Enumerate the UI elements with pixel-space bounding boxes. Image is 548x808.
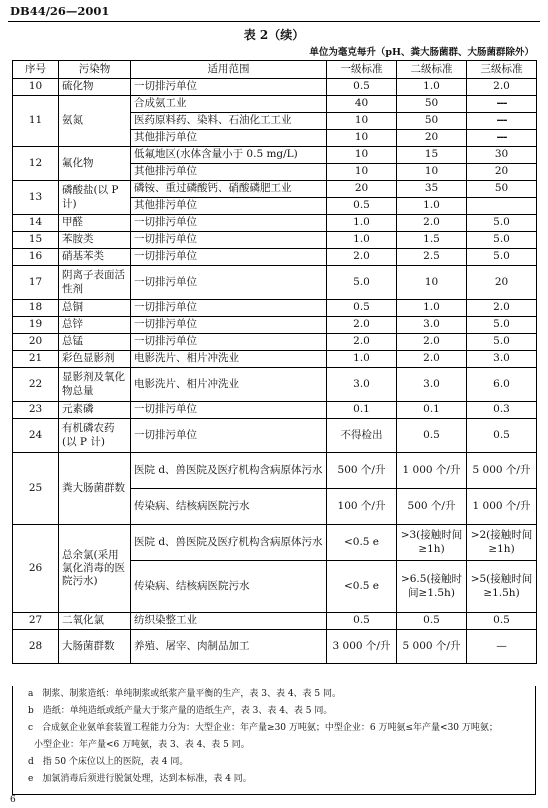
row-level3: 30 <box>467 147 537 164</box>
row-scope: 一切排污单位 <box>131 334 327 351</box>
row-level2: 3.0 <box>397 317 467 334</box>
row-level2: 1 000 个/升 <box>397 453 467 489</box>
row-level1: <0.5 e <box>327 561 397 613</box>
row-level2: 2.5 <box>397 249 467 266</box>
document-id: DB44/26—2001 <box>10 4 110 18</box>
row-pollutant: 大肠菌群数 <box>59 630 131 664</box>
table-row <box>13 630 537 664</box>
table-row <box>13 334 537 351</box>
row-scope: 电影洗片、相片冲洗业 <box>131 351 327 368</box>
row-scope: 其他排污单位 <box>131 164 327 181</box>
row-pollutant: 阴离子表面活性剂 <box>59 266 131 300</box>
row-level2: 50 <box>397 113 467 130</box>
row-level2: 10 <box>397 266 467 300</box>
row-level1: 10 <box>327 113 397 130</box>
row-level3: >2(接触时间≥1h) <box>467 525 537 561</box>
row-level2: 0.1 <box>397 402 467 419</box>
row-level3: 5.0 <box>467 249 537 266</box>
row-no: 13 <box>13 181 59 215</box>
footnote-d: d 指 50 个床位以上的医院，表 4 同。 <box>28 757 189 768</box>
row-pollutant: 氨氮 <box>59 96 131 147</box>
footnote-e: e 加氯消毒后须进行脱氯处理，达到本标准，表 4 同。 <box>28 774 252 785</box>
row-level1: 10 <box>327 164 397 181</box>
row-level1: 2.0 <box>327 334 397 351</box>
table-row <box>13 419 537 453</box>
row-no: 19 <box>13 317 59 334</box>
row-level1: 2.0 <box>327 249 397 266</box>
row-no: 24 <box>13 419 59 453</box>
row-level2: 500 个/升 <box>397 489 467 525</box>
row-level3: --- <box>467 96 537 113</box>
table-row <box>13 147 537 164</box>
row-pollutant: 苯胺类 <box>59 232 131 249</box>
row-no: 11 <box>13 96 59 147</box>
page-number: 6 <box>10 795 16 805</box>
table-row <box>13 613 537 630</box>
row-level2: 50 <box>397 96 467 113</box>
table-row <box>13 79 537 96</box>
row-level1: 3 000 个/升 <box>327 630 397 664</box>
table-header-row <box>13 61 537 79</box>
table-row <box>13 232 537 249</box>
table-row <box>13 181 537 198</box>
row-scope: 其他排污单位 <box>131 130 327 147</box>
row-level3: 5.0 <box>467 317 537 334</box>
row-pollutant: 硝基苯类 <box>59 249 131 266</box>
row-level2: >6.5(接触时间≥1.5h) <box>397 561 467 613</box>
row-no: 12 <box>13 147 59 181</box>
header-pollutant: 污染物 <box>59 61 131 79</box>
row-level3: 20 <box>467 266 537 300</box>
row-no: 21 <box>13 351 59 368</box>
row-pollutant: 甲醛 <box>59 215 131 232</box>
header-rule <box>8 21 540 22</box>
row-pollutant: 显影剂及氧化物总量 <box>59 368 131 402</box>
row-level1: 0.5 <box>327 198 397 215</box>
footnote-c: c 合成氨企业氨单套装置工程能力分为：大型企业：年产量≥30 万吨氨；中型企业：6 万吨氨≤年产量<30 万吨氨； <box>28 723 498 734</box>
row-level3 <box>467 198 537 215</box>
table-row <box>13 215 537 232</box>
row-pollutant: 总锰 <box>59 334 131 351</box>
row-scope: 传染病、结核病医院污水 <box>131 489 327 525</box>
row-level2: 20 <box>397 130 467 147</box>
row-level1: 0.1 <box>327 402 397 419</box>
row-level2: 3.0 <box>397 368 467 402</box>
table-title: 表 2（续） <box>243 28 305 42</box>
row-pollutant: 氟化物 <box>59 147 131 181</box>
row-level3: 2.0 <box>467 300 537 317</box>
row-level1: 20 <box>327 181 397 198</box>
row-level3: 5.0 <box>467 232 537 249</box>
row-level2: >3(接触时间≥1h) <box>397 525 467 561</box>
row-level1: 100 个/升 <box>327 489 397 525</box>
row-level3: --- <box>467 113 537 130</box>
row-scope: 医药原料药、染料、石油化工工业 <box>131 113 327 130</box>
row-no: 22 <box>13 368 59 402</box>
notes-border-bottom <box>12 794 536 795</box>
row-level3: 2.0 <box>467 79 537 96</box>
row-level3: 3.0 <box>467 351 537 368</box>
table-row <box>13 317 537 334</box>
table-row <box>13 96 537 113</box>
row-level1: 2.0 <box>327 317 397 334</box>
footnote-b: b 造纸：单纯造纸或纸产量大于浆产量的造纸生产，表 3、表 4、表 5 同。 <box>28 706 333 717</box>
row-scope: 医院 d、兽医院及医疗机构含病原体污水 <box>131 453 327 489</box>
table-row <box>13 402 537 419</box>
row-no: 17 <box>13 266 59 300</box>
row-level1: 0.5 <box>327 300 397 317</box>
row-no: 26 <box>13 525 59 613</box>
row-scope: 电影洗片、相片冲洗业 <box>131 368 327 402</box>
row-no: 14 <box>13 215 59 232</box>
row-no: 23 <box>13 402 59 419</box>
row-level1: 5.0 <box>327 266 397 300</box>
row-level3: 1 000 个/升 <box>467 489 537 525</box>
row-scope: 磷铵、重过磷酸钙、硝酸磷肥工业 <box>131 181 327 198</box>
row-pollutant: 二氧化氯 <box>59 613 131 630</box>
row-level1: <0.5 e <box>327 525 397 561</box>
row-level3: 5 000 个/升 <box>467 453 537 489</box>
table-footnotes <box>12 686 536 789</box>
row-scope: 纺织染整工业 <box>131 613 327 630</box>
row-pollutant: 磷酸盐(以 P 计) <box>59 181 131 215</box>
row-level3: 6.0 <box>467 368 537 402</box>
row-scope: 合成氨工业 <box>131 96 327 113</box>
header-level2: 二级标准 <box>397 61 467 79</box>
row-level2: 1.0 <box>397 300 467 317</box>
row-level2: 1.5 <box>397 232 467 249</box>
row-level1: 1.0 <box>327 351 397 368</box>
row-no: 27 <box>13 613 59 630</box>
row-level1: 0.5 <box>327 79 397 96</box>
row-scope: 一切排污单位 <box>131 266 327 300</box>
row-pollutant: 粪大肠菌群数 <box>59 453 131 525</box>
row-level3: 50 <box>467 181 537 198</box>
row-scope: 传染病、结核病医院污水 <box>131 561 327 613</box>
row-no: 16 <box>13 249 59 266</box>
row-no: 18 <box>13 300 59 317</box>
row-scope: 一切排污单位 <box>131 300 327 317</box>
row-level1: 10 <box>327 130 397 147</box>
row-level2: 35 <box>397 181 467 198</box>
table-row <box>13 453 537 489</box>
row-no: 25 <box>13 453 59 525</box>
header-no: 序号 <box>13 61 59 79</box>
row-level3: 5.0 <box>467 215 537 232</box>
row-scope: 其他排污单位 <box>131 198 327 215</box>
row-level1: 1.0 <box>327 232 397 249</box>
table-row <box>13 249 537 266</box>
row-level2: 1.0 <box>397 198 467 215</box>
row-level3: 0.5 <box>467 419 537 453</box>
row-level2: 0.5 <box>397 419 467 453</box>
row-level1: 500 个/升 <box>327 453 397 489</box>
row-level2: 5 000 个/升 <box>397 630 467 664</box>
row-scope: 养殖、屠宰、肉制品加工 <box>131 630 327 664</box>
row-pollutant: 彩色显影剂 <box>59 351 131 368</box>
row-level2: 2.0 <box>397 215 467 232</box>
row-pollutant: 总余氯(采用氯化消毒的医院污水) <box>59 525 131 613</box>
row-pollutant: 有机磷农药(以 P 计) <box>59 419 131 453</box>
row-no: 20 <box>13 334 59 351</box>
row-level2: 2.0 <box>397 334 467 351</box>
table-row <box>13 368 537 402</box>
table-row <box>13 300 537 317</box>
row-level2: 0.5 <box>397 613 467 630</box>
row-scope: 一切排污单位 <box>131 317 327 334</box>
row-no: 10 <box>13 79 59 96</box>
row-scope: 一切排污单位 <box>131 79 327 96</box>
row-scope: 医院 d、兽医院及医疗机构含病原体污水 <box>131 525 327 561</box>
row-scope: 一切排污单位 <box>131 402 327 419</box>
header-scope: 适用范围 <box>131 61 327 79</box>
header-level3: 三级标准 <box>467 61 537 79</box>
row-level3: 5.0 <box>467 334 537 351</box>
row-scope: 一切排污单位 <box>131 249 327 266</box>
row-level1: 40 <box>327 96 397 113</box>
row-pollutant: 总锌 <box>59 317 131 334</box>
row-scope: 一切排污单位 <box>131 215 327 232</box>
row-scope: 低氟地区(水体含量小于 0.5 mg/L) <box>131 147 327 164</box>
row-level1: 0.5 <box>327 613 397 630</box>
footnote-a: a 制浆、制浆造纸：单纯制浆或纸浆产量平衡的生产，表 3、表 4、表 5 同。 <box>28 689 341 699</box>
row-scope: 一切排污单位 <box>131 232 327 249</box>
row-level3: 0.3 <box>467 402 537 419</box>
row-level2: 15 <box>397 147 467 164</box>
row-level3: — <box>467 630 537 664</box>
row-level2: 2.0 <box>397 351 467 368</box>
table-row <box>13 351 537 368</box>
row-no: 28 <box>13 630 59 664</box>
table-row <box>13 266 537 300</box>
unit-note: 单位为毫克每升（pH、粪大肠菌群、大肠菌群除外） <box>309 47 534 58</box>
table-row <box>13 525 537 561</box>
row-level1: 3.0 <box>327 368 397 402</box>
header-level1: 一级标准 <box>327 61 397 79</box>
row-pollutant: 元素磷 <box>59 402 131 419</box>
row-level1: 不得检出 <box>327 419 397 453</box>
row-level3: >5(接触时间≥1.5h) <box>467 561 537 613</box>
row-level1: 10 <box>327 147 397 164</box>
row-level2: 10 <box>397 164 467 181</box>
row-pollutant: 总铜 <box>59 300 131 317</box>
row-scope: 一切排污单位 <box>131 419 327 453</box>
row-level1: 1.0 <box>327 215 397 232</box>
row-no: 15 <box>13 232 59 249</box>
row-pollutant: 硫化物 <box>59 79 131 96</box>
footnote-c-continued: 小型企业：年产量<6 万吨氨，表 3、表 4、表 5 同。 <box>34 740 250 751</box>
row-level3: 0.5 <box>467 613 537 630</box>
row-level3: 20 <box>467 164 537 181</box>
row-level3: --- <box>467 130 537 147</box>
row-level2: 1.0 <box>397 79 467 96</box>
standards-table <box>12 60 537 664</box>
